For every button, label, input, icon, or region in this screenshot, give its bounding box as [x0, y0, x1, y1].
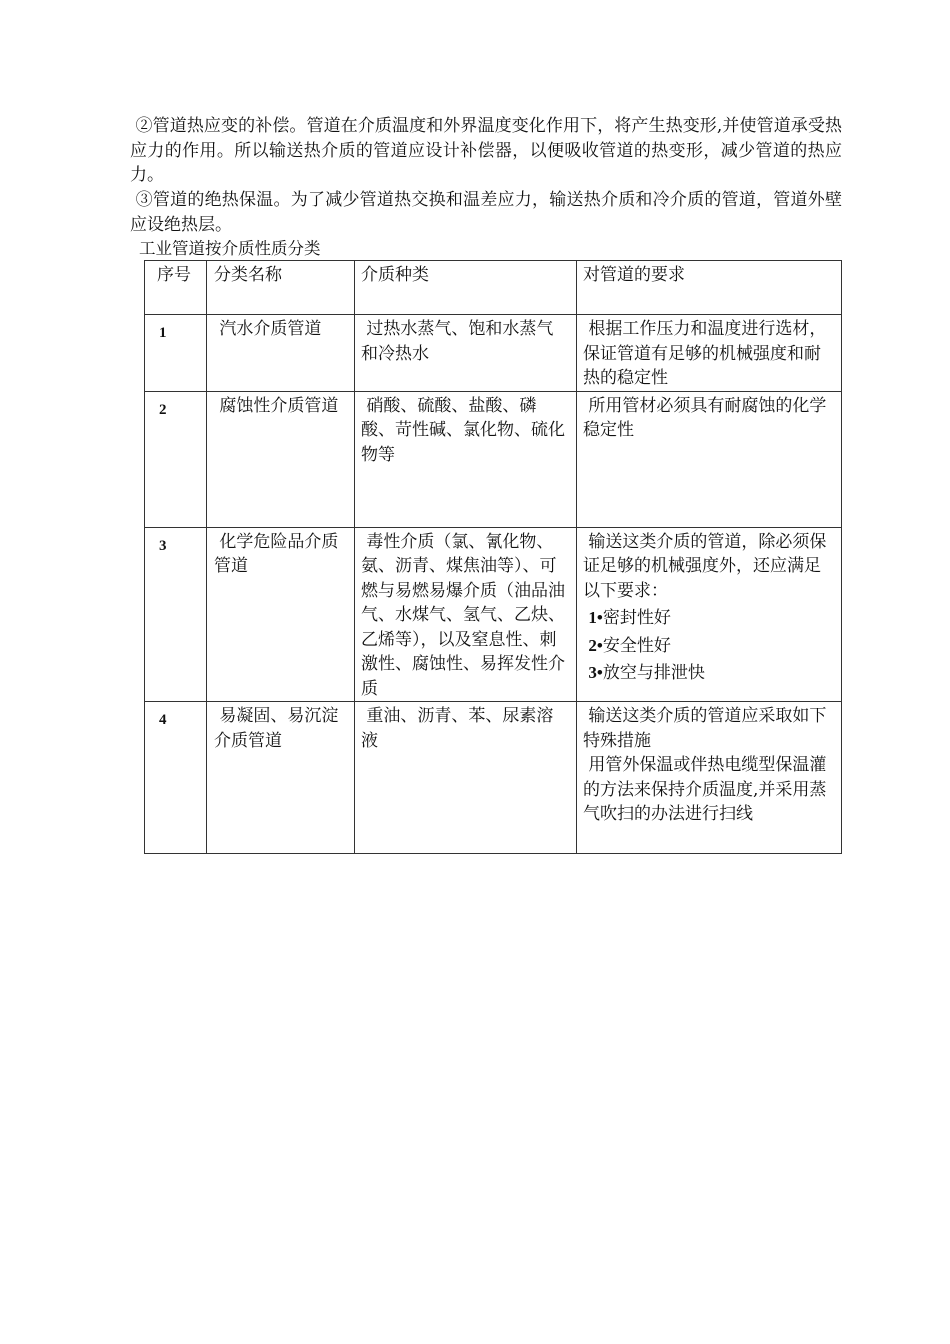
- cell-text: 硝酸、硫酸、盐酸、磷酸、苛性碱、氯化物、硫化物等: [361, 395, 565, 465]
- table-header-row: [145, 261, 842, 315]
- cell-text: 易凝固、易沉淀介质管道: [214, 706, 339, 751]
- paragraph-thermal-compensation: [130, 114, 842, 188]
- bullet-text: 放空与排泄快: [602, 663, 705, 683]
- cell-text: 汽水介质管道: [219, 319, 322, 339]
- bullet-text: 安全性好: [602, 635, 671, 656]
- cell-text: 化学危险品介质管道: [214, 531, 339, 576]
- cell-text: 根据工作压力和温度进行选材，保证管道有足够的机械强度和耐热的稳定性: [583, 319, 827, 388]
- header-category-name: 分类名称: [207, 261, 355, 315]
- paragraph-insulation: [130, 188, 842, 237]
- row-requirement: [577, 391, 842, 527]
- header-media-type: 介质种类: [355, 261, 577, 315]
- table-caption: 工业管道按介质性质分类: [139, 239, 321, 258]
- table-row: [145, 527, 842, 702]
- bullet-item: [583, 606, 835, 631]
- table-row: [145, 702, 842, 854]
- cell-text: 腐蚀性介质管道: [219, 395, 339, 416]
- paragraph-text: ②管道热应变的补偿。管道在介质温度和外界温度变化作用下，将产生热变形,并使管道承受热应力的作用。所以输送热介质的管道应设计补偿器，以便吸收管道的热变形，减少管道的热应力。: [130, 116, 843, 185]
- bullet-number: 3•: [588, 663, 603, 682]
- header-pipe-requirement: 对管道的要求: [577, 261, 842, 315]
- row-index: 2: [145, 391, 207, 527]
- bullet-text: 密封性好: [602, 608, 671, 628]
- bullet-item: [583, 661, 835, 686]
- row-index: 3: [145, 527, 207, 702]
- cell-text: 输送这类介质的管道应采取如下特殊措施: [583, 706, 827, 751]
- row-category-name: [207, 315, 355, 392]
- row-index: 4: [145, 702, 207, 854]
- row-media: [355, 315, 577, 392]
- paragraph-text: ③管道的绝热保温。为了减少管道热交换和温差应力，输送热介质和冷介质的管道，管道外壁应设绝热层。: [130, 190, 842, 235]
- cell-text: 过热水蒸气、饱和水蒸气和冷热水: [361, 319, 554, 364]
- row-index: 1: [145, 315, 207, 392]
- row-category-name: [207, 527, 355, 702]
- table-row: [145, 391, 842, 527]
- row-media: [355, 702, 577, 854]
- row-category-name: [207, 391, 355, 527]
- pipe-classification-table: [144, 260, 842, 854]
- row-requirement: [577, 315, 842, 392]
- bullet-number: 2•: [588, 635, 603, 655]
- cell-text: 毒性介质（氯、氰化物、氨、沥青、煤焦油等）、可燃与易燃易爆介质（油品油气、水煤气、氢气、乙炔、乙烯等），以及窒息性、刺激性、腐蚀性、易挥发性介质: [361, 531, 565, 699]
- row-requirement: [577, 527, 842, 702]
- header-index: 序号: [145, 261, 207, 315]
- bullet-item: [583, 634, 835, 659]
- row-media: [355, 391, 577, 527]
- cell-text: 所用管材必须具有耐腐蚀的化学稳定性: [583, 395, 827, 440]
- cell-text: 用管外保温或伴热电缆型保温灌的方法来保持介质温度,并采用蒸气吹扫的办法进行扫线: [583, 755, 827, 824]
- row-requirement: [577, 702, 842, 854]
- cell-text: 重油、沥青、苯、尿素溶液: [361, 706, 554, 751]
- row-media: [355, 527, 577, 702]
- bullet-number: 1•: [588, 608, 603, 627]
- table-row: [145, 315, 842, 392]
- row-category-name: [207, 702, 355, 854]
- cell-text: 输送这类介质的管道，除必须保证足够的机械强度外，还应满足以下要求：: [583, 531, 827, 601]
